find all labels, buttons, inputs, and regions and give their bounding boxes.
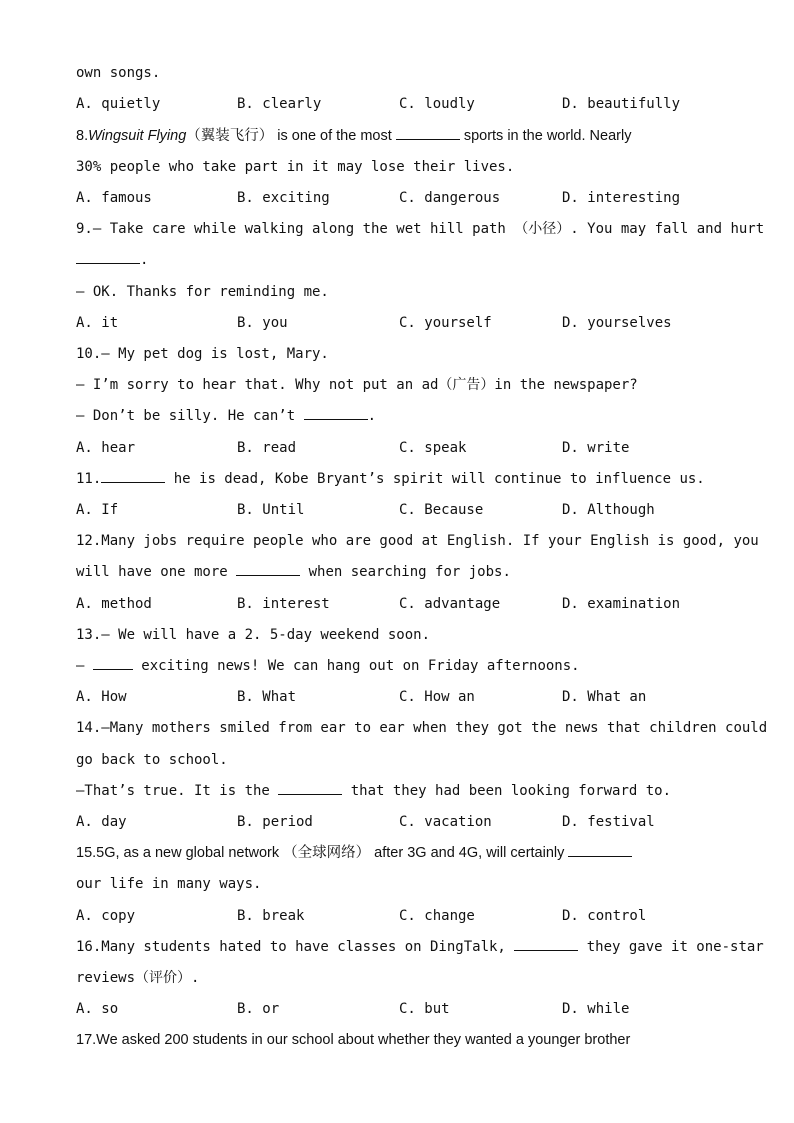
- q14-options: [76, 813, 721, 831]
- q13-line2: [76, 657, 721, 675]
- option-d: D. Although: [562, 502, 655, 518]
- answer-blank: [236, 563, 300, 576]
- q8-text: is one of the most: [273, 128, 396, 144]
- text-segment: —That’s true. It is the: [76, 783, 279, 799]
- text-line: — I’m sorry to hear that. Why not put an ad（广告）in the newspaper?: [76, 377, 638, 393]
- q16-stem: [76, 938, 764, 956]
- option-a: A. it: [76, 315, 119, 331]
- option-b: B. period: [237, 814, 313, 830]
- text-segment: 16.Many students hated to have classes on DingTalk,: [76, 939, 515, 955]
- text-line: own songs.: [76, 65, 161, 81]
- question-number: 8.: [76, 128, 89, 144]
- option-a: A. If: [76, 502, 119, 518]
- q8-options: [76, 189, 721, 207]
- option-a: A. so: [76, 1001, 119, 1017]
- text-segment: that they had been looking forward to.: [342, 783, 672, 799]
- option-b: B. break: [237, 908, 305, 924]
- q8-stem: [76, 127, 721, 145]
- option-a: A. famous: [76, 190, 152, 206]
- option-b: B. What: [237, 689, 297, 705]
- text-line: — OK. Thanks for reminding me.: [76, 284, 329, 300]
- option-d: D. while: [562, 1001, 630, 1017]
- q16-options: [76, 1000, 721, 1018]
- option-d: D. control: [562, 908, 647, 924]
- option-a: A. hear: [76, 440, 136, 456]
- option-b: B. Until: [237, 502, 305, 518]
- option-a: A. copy: [76, 908, 136, 924]
- option-a: A. quietly: [76, 96, 161, 112]
- option-b: B. you: [237, 315, 288, 331]
- answer-blank: [568, 844, 632, 857]
- option-c: C. How an: [399, 689, 475, 705]
- option-d: D. examination: [562, 596, 681, 612]
- answer-blank: [93, 657, 133, 670]
- question-number: 11.: [76, 471, 102, 487]
- q17-stem: 17.We asked 200 students in our school about whether they wanted a younger brother: [76, 1032, 631, 1048]
- text-line: go back to school.: [76, 752, 228, 768]
- q8-text-end: sports in the world. Nearly: [459, 128, 632, 144]
- q8-term: Wingsuit Flying: [88, 128, 187, 144]
- answer-blank: [514, 938, 578, 951]
- text-segment: when searching for jobs.: [300, 564, 511, 580]
- option-d: D. beautifully: [562, 96, 681, 112]
- q11-options: [76, 501, 721, 519]
- text-segment: he is dead, Kobe Bryant’s spirit will continue to influence us.: [165, 471, 705, 487]
- q12-line2: [76, 563, 721, 581]
- option-b: B. exciting: [237, 190, 330, 206]
- option-b: B. clearly: [237, 96, 322, 112]
- q14-stem: 14.—Many mothers smiled from ear to ear when they got the news that children could: [76, 720, 768, 736]
- q15-options: [76, 907, 721, 925]
- option-d: D. yourselves: [562, 315, 672, 331]
- option-d: D. interesting: [562, 190, 681, 206]
- option-b: B. or: [237, 1001, 280, 1017]
- option-d: D. festival: [562, 814, 655, 830]
- answer-blank: [278, 782, 342, 795]
- q11-stem: [76, 470, 721, 488]
- q10-line3: [76, 407, 721, 425]
- answer-blank: [101, 470, 165, 483]
- q9-stem: 9.— Take care while walking along the wet hill path （小径）. You may fall and hurt: [76, 221, 765, 237]
- answer-blank: [304, 407, 368, 420]
- q7-options: [76, 95, 721, 113]
- text-line: 30% people who take part in it may lose their lives.: [76, 159, 515, 175]
- option-c: C. advantage: [399, 596, 501, 612]
- option-c: C. loudly: [399, 96, 475, 112]
- q10-stem: 10.— My pet dog is lost, Mary.: [76, 346, 329, 362]
- text-segment: — Don’t be silly. He can’t: [76, 408, 304, 424]
- option-d: D. What an: [562, 689, 647, 705]
- option-a: A. How: [76, 689, 127, 705]
- text-segment: they gave it one-star: [578, 939, 764, 955]
- option-c: C. vacation: [399, 814, 492, 830]
- option-b: B. interest: [237, 596, 330, 612]
- answer-blank: [396, 127, 460, 140]
- text-line: reviews（评价）.: [76, 970, 200, 986]
- text-segment: will have one more: [76, 564, 237, 580]
- text-segment: exciting news! We can hang out on Friday afternoons.: [132, 658, 580, 674]
- option-c: C. yourself: [399, 315, 492, 331]
- text-segment: 15.5G, as a new global network （全球网络） after 3G and 4G, will certainly: [76, 845, 569, 861]
- q14-line3: [76, 782, 721, 800]
- option-c: C. Because: [399, 502, 484, 518]
- option-a: A. method: [76, 596, 152, 612]
- q12-options: [76, 595, 721, 613]
- q15-stem: [76, 844, 721, 862]
- option-c: C. but: [399, 1001, 450, 1017]
- q12-stem: 12.Many jobs require people who are good at English. If your English is good, you: [76, 533, 759, 549]
- q13-options: [76, 688, 721, 706]
- q8-chinese-gloss: （翼装飞行）: [186, 128, 274, 144]
- option-b: B. read: [237, 440, 297, 456]
- option-d: D. write: [562, 440, 630, 456]
- q10-options: [76, 439, 721, 457]
- option-c: C. change: [399, 908, 475, 924]
- punctuation: .: [140, 252, 149, 268]
- option-c: C. dangerous: [399, 190, 501, 206]
- option-c: C. speak: [399, 440, 467, 456]
- option-a: A. day: [76, 814, 127, 830]
- q9-options: [76, 314, 721, 332]
- q13-stem: 13.— We will have a 2. 5-day weekend soon.: [76, 627, 431, 643]
- punctuation: .: [367, 408, 377, 424]
- q9-line2: [76, 251, 721, 269]
- text-segment: —: [76, 658, 93, 674]
- text-line: our life in many ways.: [76, 876, 262, 892]
- answer-blank: [76, 251, 140, 264]
